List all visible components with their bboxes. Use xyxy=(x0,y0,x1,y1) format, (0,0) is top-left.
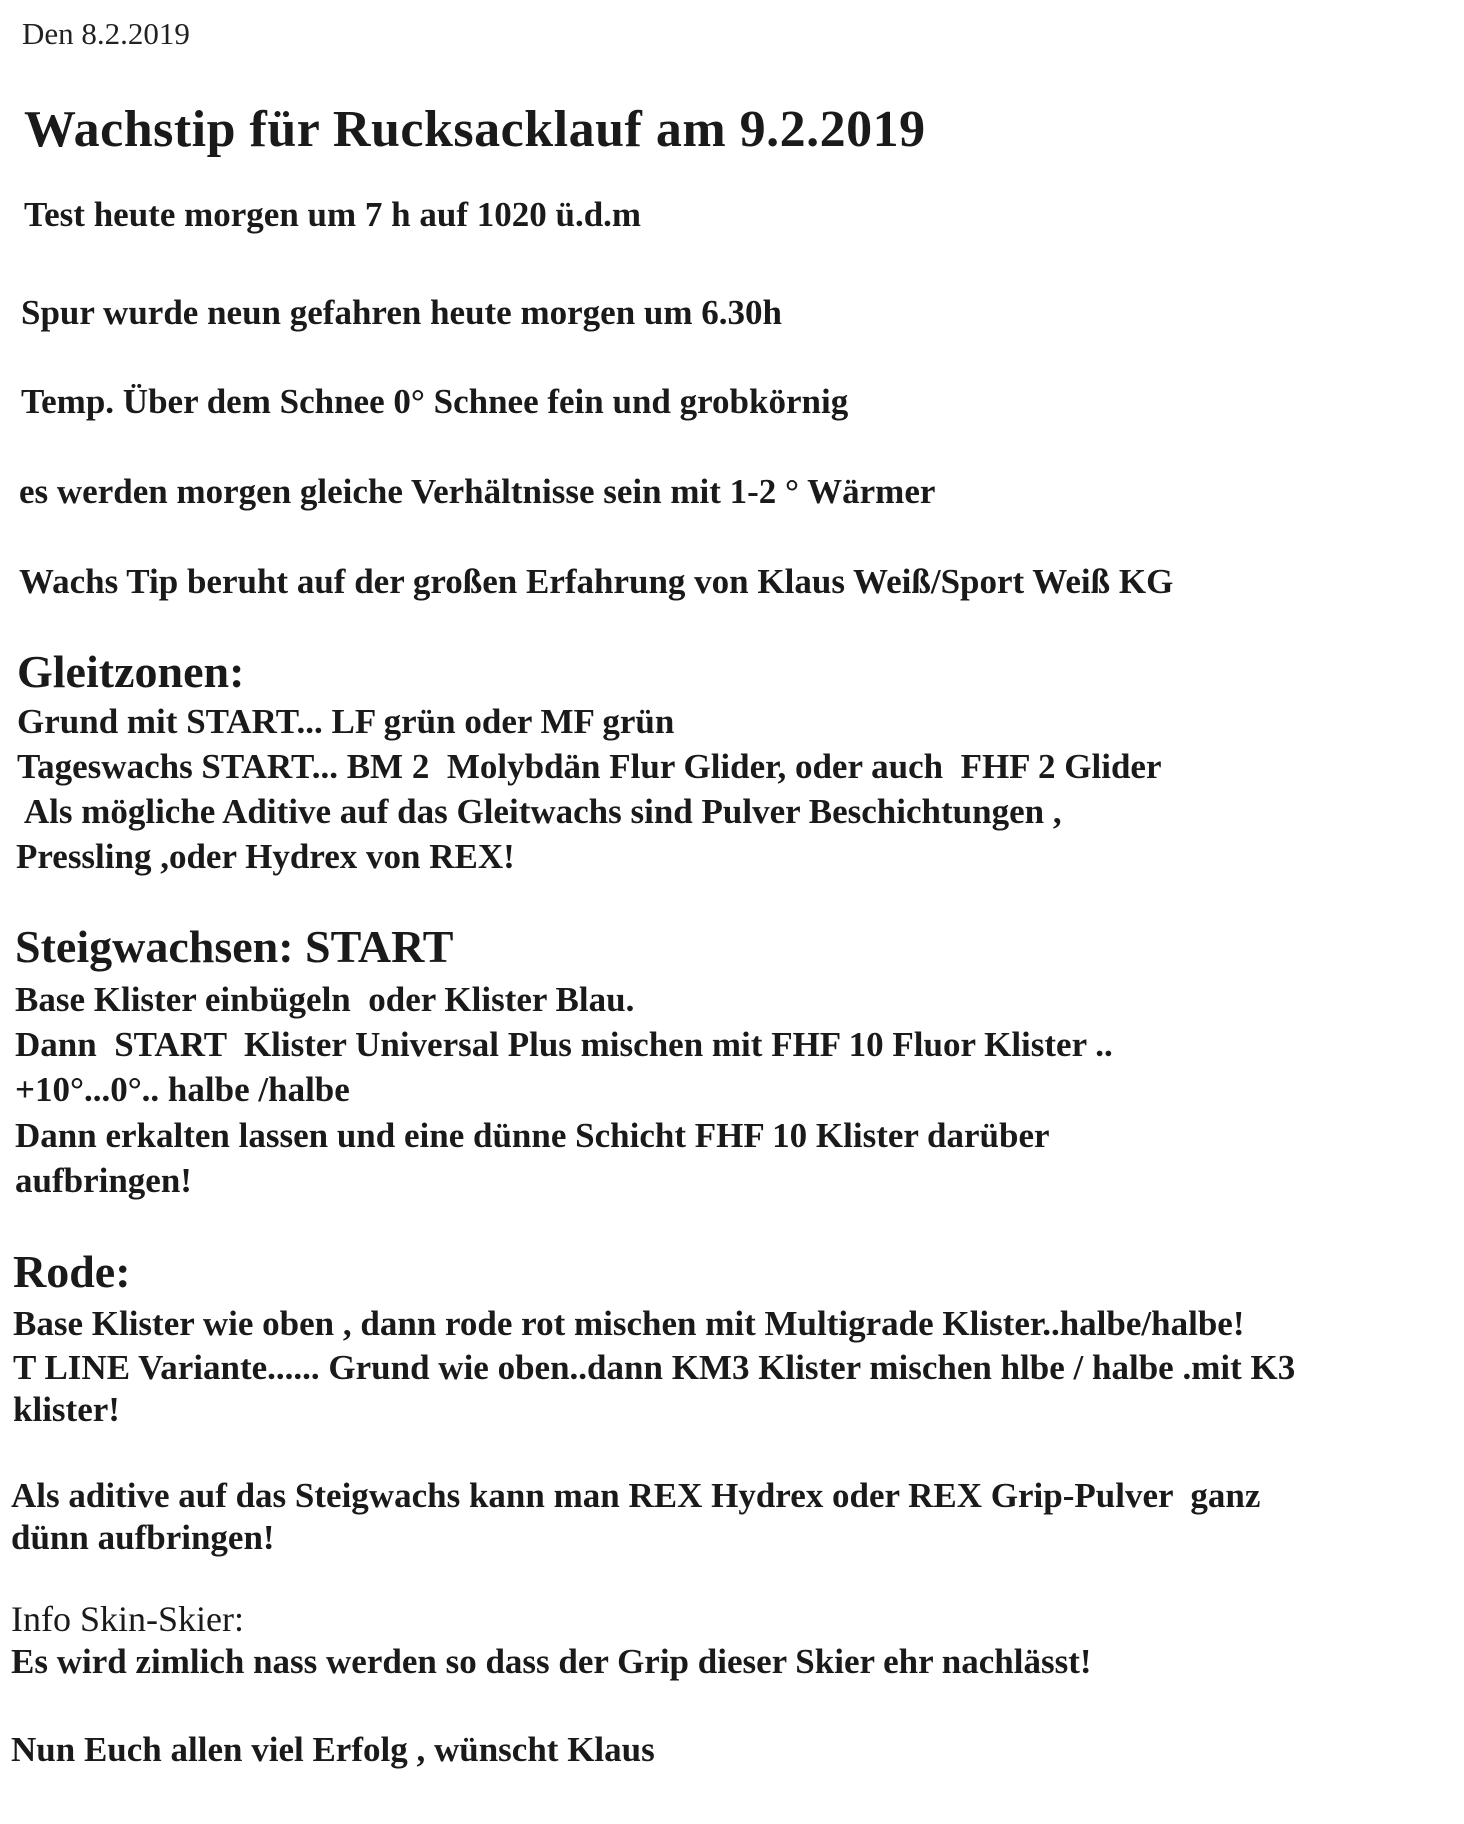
gleitzonen-line: Als mögliche Aditive auf das Gleitwachs sind Pulver Beschichtungen , xyxy=(17,792,1062,831)
steigwachsen-line: +10°...0°.. halbe /halbe xyxy=(15,1070,350,1109)
rode-line: Base Klister wie oben , dann rode rot mischen mit Multigrade Klister..halbe/halbe! xyxy=(13,1304,1245,1343)
rode-heading: Rode: xyxy=(13,1246,131,1297)
rode-line: T LINE Variante...... Grund wie oben..dann KM3 Klister mischen hlbe / halbe .mit K3 xyxy=(13,1348,1296,1387)
intro-temp-line: Temp. Über dem Schnee 0° Schnee fein und grobkörnig xyxy=(21,382,849,421)
rode-line: klister! xyxy=(13,1390,120,1429)
document-title: Wachstip für Rucksacklauf am 9.2.2019 xyxy=(24,101,926,158)
skin-info-heading: Info Skin-Skier: xyxy=(11,1599,244,1639)
additive-line: Als aditive auf das Steigwachs kann man REX Hydrex oder REX Grip-Pulver ganz xyxy=(11,1476,1261,1515)
intro-spur-line: Spur wurde neun gefahren heute morgen um 6.30h xyxy=(21,293,782,332)
gleitzonen-line: Grund mit START... LF grün oder MF grün xyxy=(17,702,675,741)
additive-line: dünn aufbringen! xyxy=(11,1518,275,1557)
skin-info-line: Es wird zimlich nass werden so dass der Grip dieser Skier ehr nachlässt! xyxy=(11,1642,1092,1681)
intro-test-line: Test heute morgen um 7 h auf 1020 ü.d.m xyxy=(24,195,642,234)
intro-source-line: Wachs Tip beruht auf der großen Erfahrung von Klaus Weiß/Sport Weiß KG xyxy=(19,562,1174,601)
steigwachsen-line: Dann START Klister Universal Plus mischen mit FHF 10 Fluor Klister .. xyxy=(15,1025,1113,1064)
document-date: Den 8.2.2019 xyxy=(22,16,190,51)
steigwachsen-line: Dann erkalten lassen und eine dünne Schicht FHF 10 Klister darüber xyxy=(15,1116,1050,1155)
steigwachsen-line: aufbringen! xyxy=(15,1161,192,1200)
gleitzonen-line: Tageswachs START... BM 2 Molybdän Flur Glider, oder auch FHF 2 Glider xyxy=(17,747,1162,786)
steigwachsen-heading: Steigwachsen: START xyxy=(15,921,454,972)
closing-line: Nun Euch allen viel Erfolg , wünscht Klaus xyxy=(11,1730,655,1769)
steigwachsen-line: Base Klister einbügeln oder Klister Blau. xyxy=(15,980,635,1019)
intro-forecast-line: es werden morgen gleiche Verhältnisse sein mit 1-2 ° Wärmer xyxy=(19,472,936,511)
gleitzonen-heading: Gleitzonen: xyxy=(17,646,245,697)
gleitzonen-line: Pressling ,oder Hydrex von REX! xyxy=(16,837,515,876)
